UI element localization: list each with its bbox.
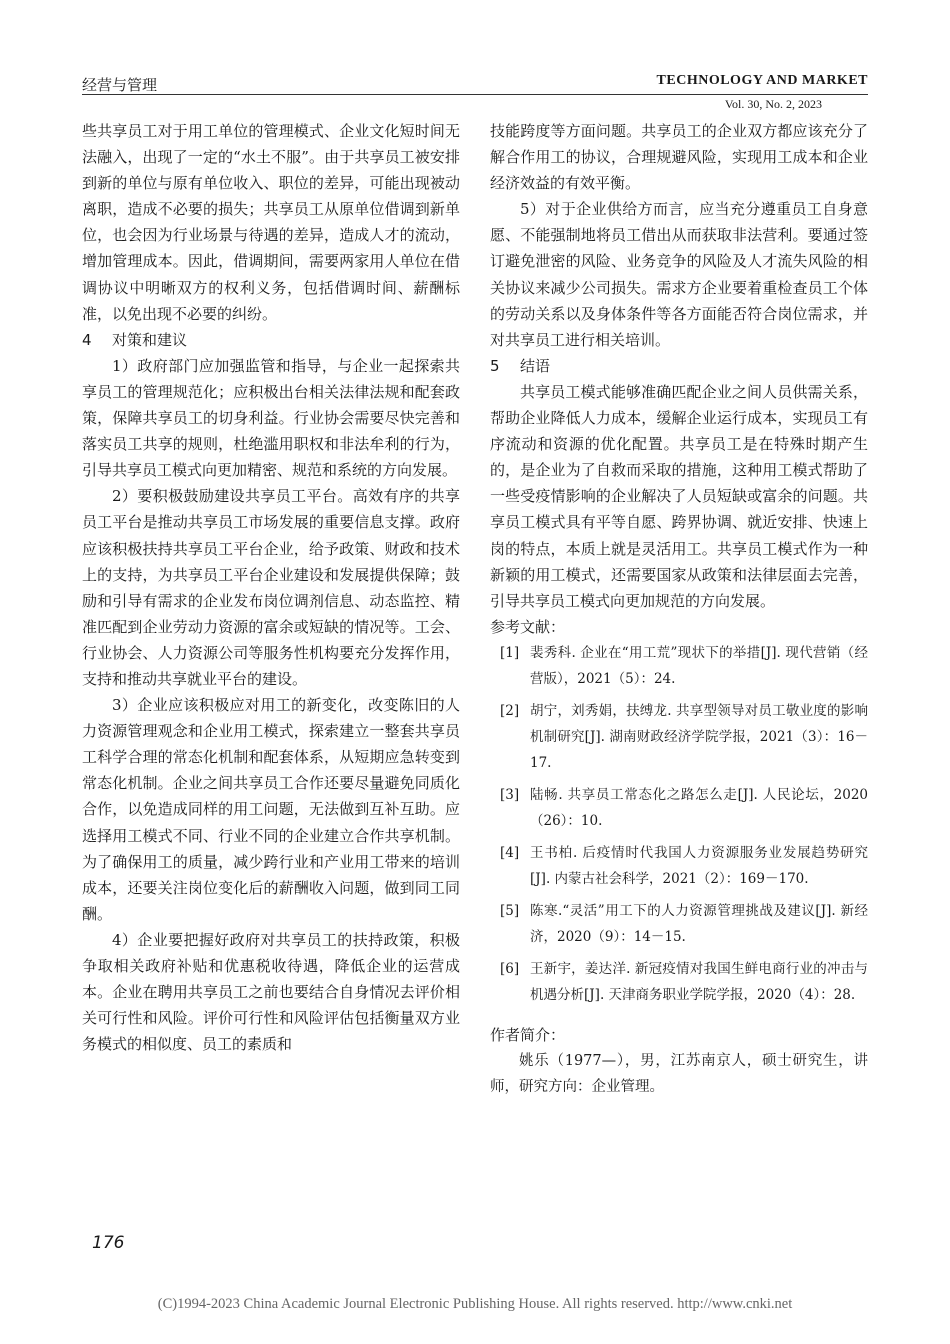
header-rule — [82, 94, 868, 95]
reference-text: 陈寒.“灵活”用工下的人力资源管理挑战及建议[J]. 新经济，2020（9）：14－15. — [530, 902, 868, 945]
paragraph-continued: 技能跨度等方面问题。共享员工的企业双方都应该充分了解合作用工的协议，合理规避风险，实现用工成本和企业经济效益的有效平衡。 — [490, 122, 868, 193]
section-number: 4 — [82, 330, 92, 349]
reference-item — [490, 640, 868, 692]
copyright-footer: (C)1994-2023 China Academic Journal Electronic Publishing House. All rights reserved. http://www.cnki.net — [157, 1296, 793, 1312]
paragraph-suggestion-1: 1）政府部门应加强监管和指导，与企业一起探索共享员工的管理规范化；应积极出台相关法律法规和配套政策，保障共享员工的切身利益。行业协会需要尽快完善和落实员工共享的规则，杜绝滥用职权和非法牟利的行为，引导共享员工模式向更加精密、规范和系统的方向发展。 — [82, 356, 460, 480]
paragraph-suggestion-5: 5）对于企业供给方而言，应当充分遵重员工自身意愿、不能强制地将员工借出从而获取非法营利。要通过签订避免泄密的风险、业务竞争的风险及人才流失风险的相关协议来减少公司损失。需求方企业要着重检查员工个体的劳动关系以及身体条件等各方面能否符合岗位需求，并对共享员工进行相关培训。 — [490, 200, 868, 349]
reference-list — [490, 640, 868, 1008]
reference-number: [3] — [500, 786, 520, 803]
paragraph-suggestion-2: 2）要积极鼓励建设共享员工平台。高效有序的共享员工平台是推动共享员工市场发展的重要信息支撑。政府应该积极扶持共享员工平台企业，给予政策、财政和技术上的支持，为共享员工平台企业建设和发展提供保障；鼓励和引导有需求的企业发布岗位调剂信息、动态监控、精准匹配到企业劳动力资源的富余或短缺的情况等。工会、行业协会、人力资源公司等服务性机构要充分发挥作用，支持和推动共享就业平台的建设。 — [82, 487, 460, 688]
reference-text: 王新宇，姜达洋. 新冠疫情对我国生鲜电商行业的冲击与机遇分析[J]. 天津商务职业学院学报，2020（4）：28. — [530, 960, 868, 1003]
author-bio-heading: 作者简介： — [490, 1025, 566, 1044]
reference-item — [490, 956, 868, 1008]
section-heading-5 — [490, 353, 868, 379]
left-column — [82, 118, 460, 1057]
volume-info: Vol. 30, No. 2, 2023 — [724, 97, 822, 111]
reference-text: 陆畅. 共享员工常态化之路怎么走[J]. 人民论坛，2020（26）：10. — [530, 786, 868, 829]
running-header-right: TECHNOLOGY AND MARKET — [656, 73, 868, 88]
reference-item — [490, 782, 868, 834]
right-column — [490, 118, 868, 1100]
reference-item — [490, 698, 868, 776]
reference-text: 胡宁，刘秀娟，扶缚龙. 共享型领导对员工敬业度的影响机制研究[J]. 湖南财政经济学院学报，2021（3）：16－17. — [530, 702, 868, 771]
section-heading-4 — [82, 327, 460, 353]
reference-number: [1] — [500, 644, 520, 661]
reference-text: 裴秀科. 企业在“用工荒”现状下的举措[J]. 现代营销（经营版），2021（5）：24. — [530, 644, 868, 687]
paragraph-suggestion-3: 3）企业应该积极应对用工的新变化，改变陈旧的人力资源管理观念和企业用工模式，探索建立一整套共享员工科学合理的常态化机制和配套体系，从短期应急转变到常态化机制。企业之间共享员工合作还要尽量避免同质化合作，以免造成同样的用工问题，无法做到互补互助。应选择用工模式不同、行业不同的企业建立合作共享机制。为了确保用工的质量，减少跨行业和产业用工带来的培训成本，还要关注岗位变化后的薪酬收入问题，做到同工同酬。 — [82, 696, 460, 923]
paragraph-continued: 些共享员工对于用工单位的管理模式、企业文化短时间无法融入，出现了一定的“水土不服”。由于共享员工被安排到新的单位与原有单位收入、职位的差异，可能出现被动离职，造成不必要的损失；共享员工从原单位借调到新单位，也会因为行业场景与待遇的差异，造成人才的流动，增加管理成本。因此，借调期间，需要两家用人单位在借调协议中明晰双方的权利义务，包括借调时间、薪酬标准，以免出现不必要的纠纷。 — [82, 122, 460, 323]
running-header-left: 经营与管理 — [82, 76, 158, 94]
paragraph-conclusion: 共享员工模式能够准确匹配企业之间人员供需关系，帮助企业降低人力成本，缓解企业运行成本，实现员工有序流动和资源的优化配置。共享员工是在特殊时期产生的，是企业为了自救而采取的措施，这种用工模式帮助了一些受疫情影响的企业解决了人员短缺或富余的问题。共享员工模式具有平等自愿、跨界协调、就近安排、快速上岗的特点，本质上就是灵活用工。共享员工模式作为一种新颖的用工模式，还需要国家从政策和法律层面去完善，引导共享员工模式向更加规范的方向发展。 — [490, 382, 868, 610]
page-number: 176 — [92, 1233, 125, 1253]
reference-number: [4] — [500, 844, 520, 861]
section-number: 5 — [490, 356, 500, 375]
reference-number: [6] — [500, 960, 520, 977]
references-heading: 参考文献： — [490, 617, 566, 636]
section-title: 结语 — [520, 356, 551, 375]
reference-number: [5] — [500, 902, 520, 919]
paragraph-suggestion-4: 4）企业要把握好政府对共享员工的扶持政策，积极争取相关政府补贴和优惠税收待遇，降低企业的运营成本。企业在聘用共享员工之前也要结合自身情况去评价相关可行性和风险。评价可行性和风险评估包括衡量双方业务模式的相似度、员工的素质和 — [82, 930, 460, 1054]
author-bio: 姚乐（1977—），男，江苏南京人，硕士研究生，讲师，研究方向：企业管理。 — [490, 1052, 868, 1096]
section-title: 对策和建议 — [112, 330, 188, 349]
reference-item — [490, 898, 868, 950]
reference-text: 王书柏. 后疫情时代我国人力资源服务业发展趋势研究[J]. 内蒙古社会科学，2021（2）：169－170. — [530, 844, 868, 887]
reference-item — [490, 840, 868, 892]
reference-number: [2] — [500, 702, 520, 719]
